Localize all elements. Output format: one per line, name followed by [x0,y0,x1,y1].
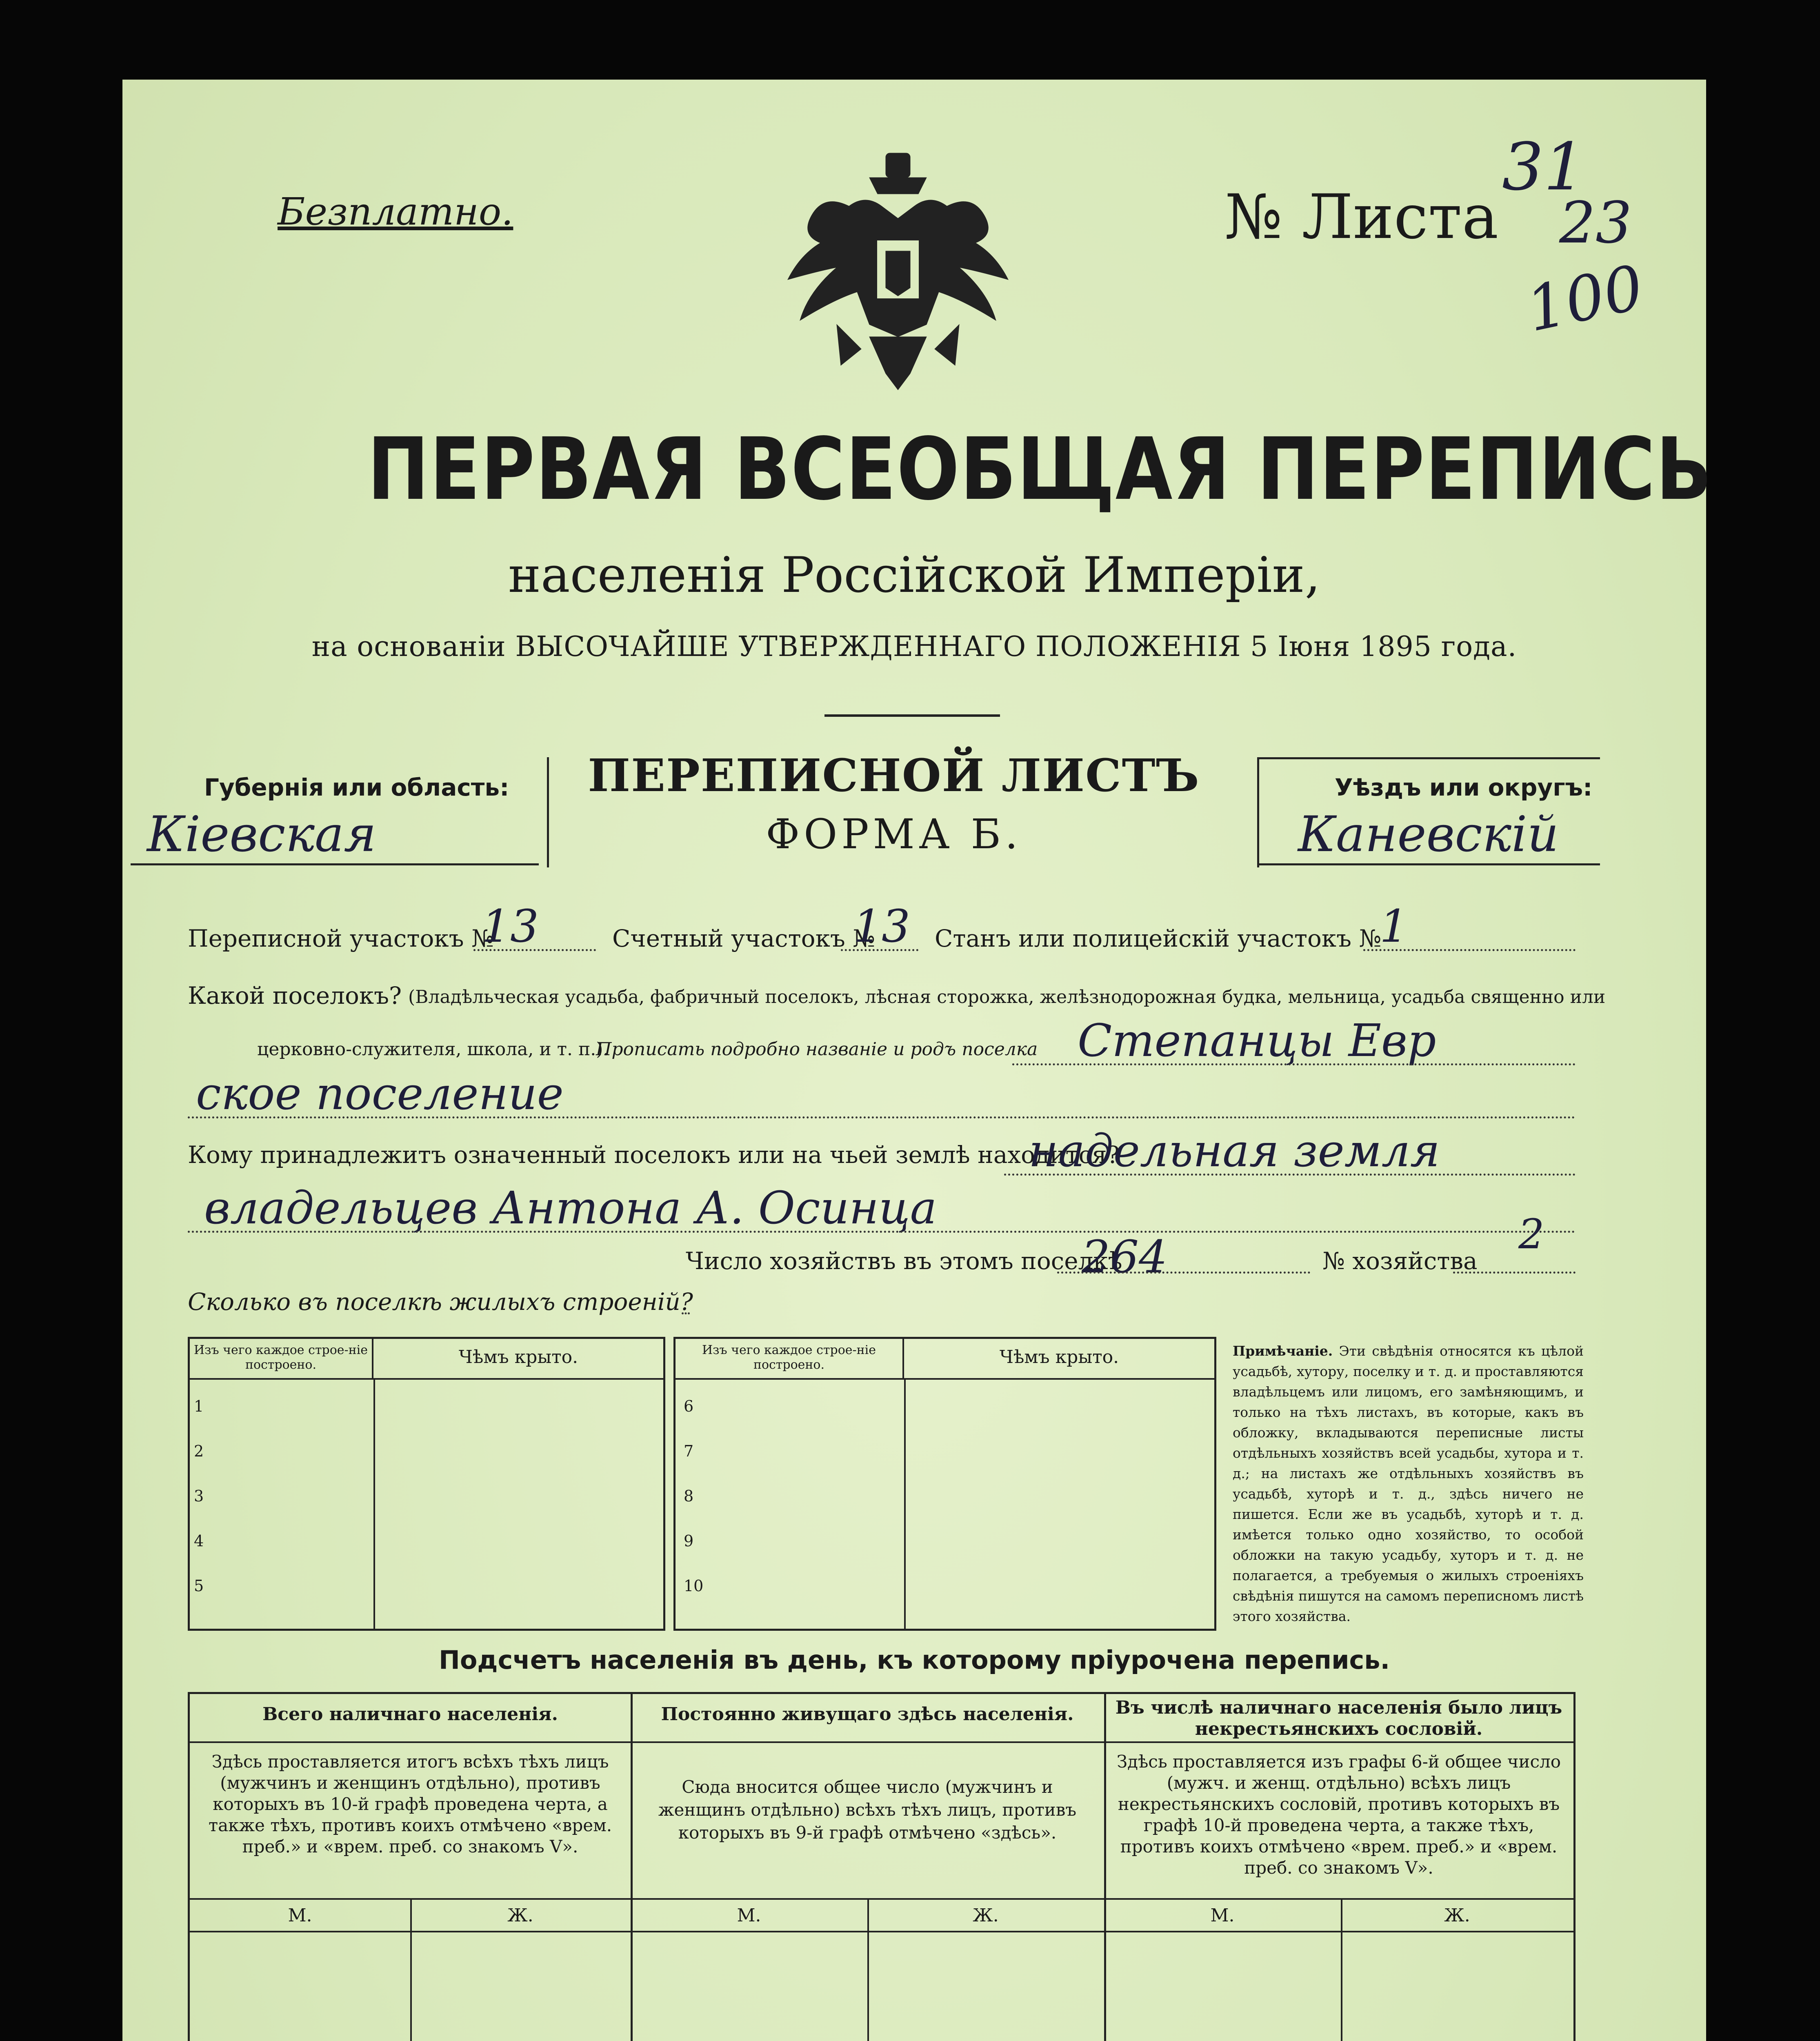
stan-line [1363,949,1576,951]
settlement-value-1: Степанцы Евр [1078,1014,1436,1067]
count-f-2: Ж. [973,1905,999,1926]
district-label: Уѣздъ или округъ: [1335,774,1593,801]
count-area-label: Счетный участокъ № [612,925,876,952]
sheet-number-hand-3: 100 [1520,252,1650,346]
row-7: 7 [684,1442,694,1460]
row-1: 1 [194,1397,204,1415]
row-6: 6 [684,1397,694,1415]
note-text: Эти свѣдѣнія относятся къ цѣлой усадьбѣ, хутору, поселку и т. д. и проставляются владѣльцемъ или лицомъ, его замѣняющимъ, и только на тѣхъ листахъ, въ которые, какъ въ обложку, вкладываются переписные листы отдѣльныхъ хозяйствъ всей усадьбы, хутора и т. д.; на листахъ же отдѣльныхъ хозяйствъ въ усадьбѣ, хуторѣ и т. д., здѣсь ничего не пишется. Если же въ усадьбѣ, хуторѣ и т. д. имѣется только одно хозяйство, то особой обложки на такую усадьбу, хуторъ и т. д. не полагается, а требуемыя о жилыхъ строеніяхъ свѣдѣнія пишутся на самомъ переписномъ листѣ этого хозяйства. [1233,1343,1584,1624]
count-col1-text: Здѣсь проставляется итогъ всѣхъ тѣхъ лицъ (мужчинъ и женщинъ отдѣльно), противъ которыхъ въ 10-й графѣ проведена черта, а также тѣхъ, противъ коихъ отмѣчено «врем. преб.» и «врем. преб. со знакомъ V». [208,1752,612,1856]
row-4: 4 [194,1532,204,1550]
col-material-header-right: Изъ чего каждое строе-ніе построено. [676,1339,904,1380]
buildings-table-right [673,1337,1216,1631]
count-m-3: М. [1210,1905,1235,1926]
sheet-number-hand-2: 23 [1559,190,1632,256]
count-f-1: Ж. [507,1905,533,1926]
household-no-label: № хозяйства [1322,1247,1478,1275]
households-value: 264 [1082,1231,1167,1283]
settlement-hint-1: (Владѣльческая усадьба, фабричный поселокъ, лѣсная сторожка, желѣзнодорожная будка, мельница, усадьба священно или [408,987,1606,1007]
sheet-title: ПЕРЕПИСНОЙ ЛИСТЪ [588,749,1200,802]
sheet-number-label: № Листа [1224,182,1499,253]
district-box-left [1257,757,1259,867]
settlement-hint-2: церковно-служителя, школа, и т. п.). [257,1039,609,1060]
count-col2-head: Постоянно живущаго здѣсь населенія. [631,1694,1104,1743]
note [1233,1341,1584,1627]
buildings-label: Сколько въ поселкѣ жилыхъ строеній? [188,1288,693,1316]
title-divider [824,714,1000,717]
province-box-right [547,757,549,867]
settlement-value-2: ское поселение [196,1067,564,1120]
settlement-label: Какой поселокъ? [188,982,402,1009]
stan-value: 1 [1380,900,1408,952]
census-area-line [473,949,596,951]
owner-value-1: надельная земля [1029,1125,1440,1177]
row-8: 8 [684,1487,694,1505]
household-no-line [1453,1272,1576,1274]
double-headed-eagle-icon [776,145,1020,398]
count-area-line [841,949,918,951]
count-table [188,1692,1576,2041]
province-underline [131,863,539,865]
basis-line: на основаніи ВЫСОЧАЙШЕ УТВЕРЖДЕННАГО ПОЛОЖЕНІЯ 5 Іюня 1895 года. [311,631,1517,663]
district-underline [1257,863,1600,865]
stan-label: Станъ или полицейскій участокъ № [935,925,1382,952]
count-col3-text: Здѣсь проставляется изъ графы 6-й общее число (мужч. и женщ. отдѣльно) всѣхъ лицъ некрестьянскихъ сословій, противъ которыхъ въ графѣ 10-й проведена черта, а также тѣхъ, противъ коихъ отмѣчено «врем. преб.» и «врем. преб. со знакомъ V». [1116,1752,1561,1878]
sub-title: населенія Россійской Имперіи, [508,547,1320,604]
col-roof-header: Чѣмъ крыто. [373,1339,663,1380]
count-f-3: Ж. [1444,1905,1470,1926]
district-box-top [1257,757,1600,759]
main-title: ПЕРВАЯ ВСЕОБЩАЯ ПЕРЕПИСЬ [367,419,1713,519]
census-area-value: 13 [482,900,539,952]
household-no-value: 2 [1518,1210,1544,1258]
count-col3-head: Въ числѣ наличнаго населенія было лицъ некрестьянскихъ сословій. [1104,1694,1573,1743]
row-3: 3 [194,1487,204,1505]
count-col1-head: Всего наличнаго населенія. [190,1694,631,1743]
sheet-number-hand-1: 31 [1502,129,1585,205]
owner-value-2: владельцев Антона А. Осинца [204,1182,937,1234]
row-10: 10 [684,1577,704,1595]
owner-line-2 [188,1231,1576,1233]
district-value: Каневскій [1298,806,1559,863]
province-value: Кіевская [147,806,376,863]
row-2: 2 [194,1442,204,1460]
note-lead: Примѣчаніе. [1233,1343,1333,1359]
census-form-page [122,80,1713,2041]
col-roof-header-right: Чѣмъ крыто. [904,1339,1214,1380]
census-area-label: Переписной участокъ № [188,925,494,952]
row-9: 9 [684,1532,694,1550]
province-label: Губернія или область: [204,774,509,801]
free-label: Безплатно. [278,190,513,233]
row-5: 5 [194,1577,204,1595]
form-label: ФОРМА Б. [766,810,1022,858]
count-title: Подсчетъ населенія въ день, къ которому пріурочена перепись. [438,1645,1390,1675]
count-m-1: М. [288,1905,312,1926]
count-m-2: М. [737,1905,761,1926]
buildings-line [682,1312,690,1314]
col-material-header: Изъ чего каждое строе-ніе построено. [190,1339,373,1380]
owner-label: Кому принадлежитъ означенный поселокъ или на чьей землѣ находится? [188,1141,1120,1169]
households-line [1057,1272,1310,1274]
buildings-table-left [188,1337,665,1631]
count-area-value: 13 [853,900,910,952]
settlement-line-2 [188,1116,1576,1118]
settlement-hint-3: Прописать подробно названіе и родъ поселка [596,1039,1038,1060]
count-col2-text: Сюда вносится общее число (мужчинъ и женщинъ отдѣльно) всѣхъ тѣхъ лицъ, противъ которыхъ въ 9-й графѣ отмѣчено «здѣсь». [658,1777,1077,1843]
households-label: Число хозяйствъ въ этомъ поселкѣ [686,1247,1122,1275]
owner-line-1 [1004,1174,1576,1176]
settlement-line-1 [1012,1063,1576,1065]
